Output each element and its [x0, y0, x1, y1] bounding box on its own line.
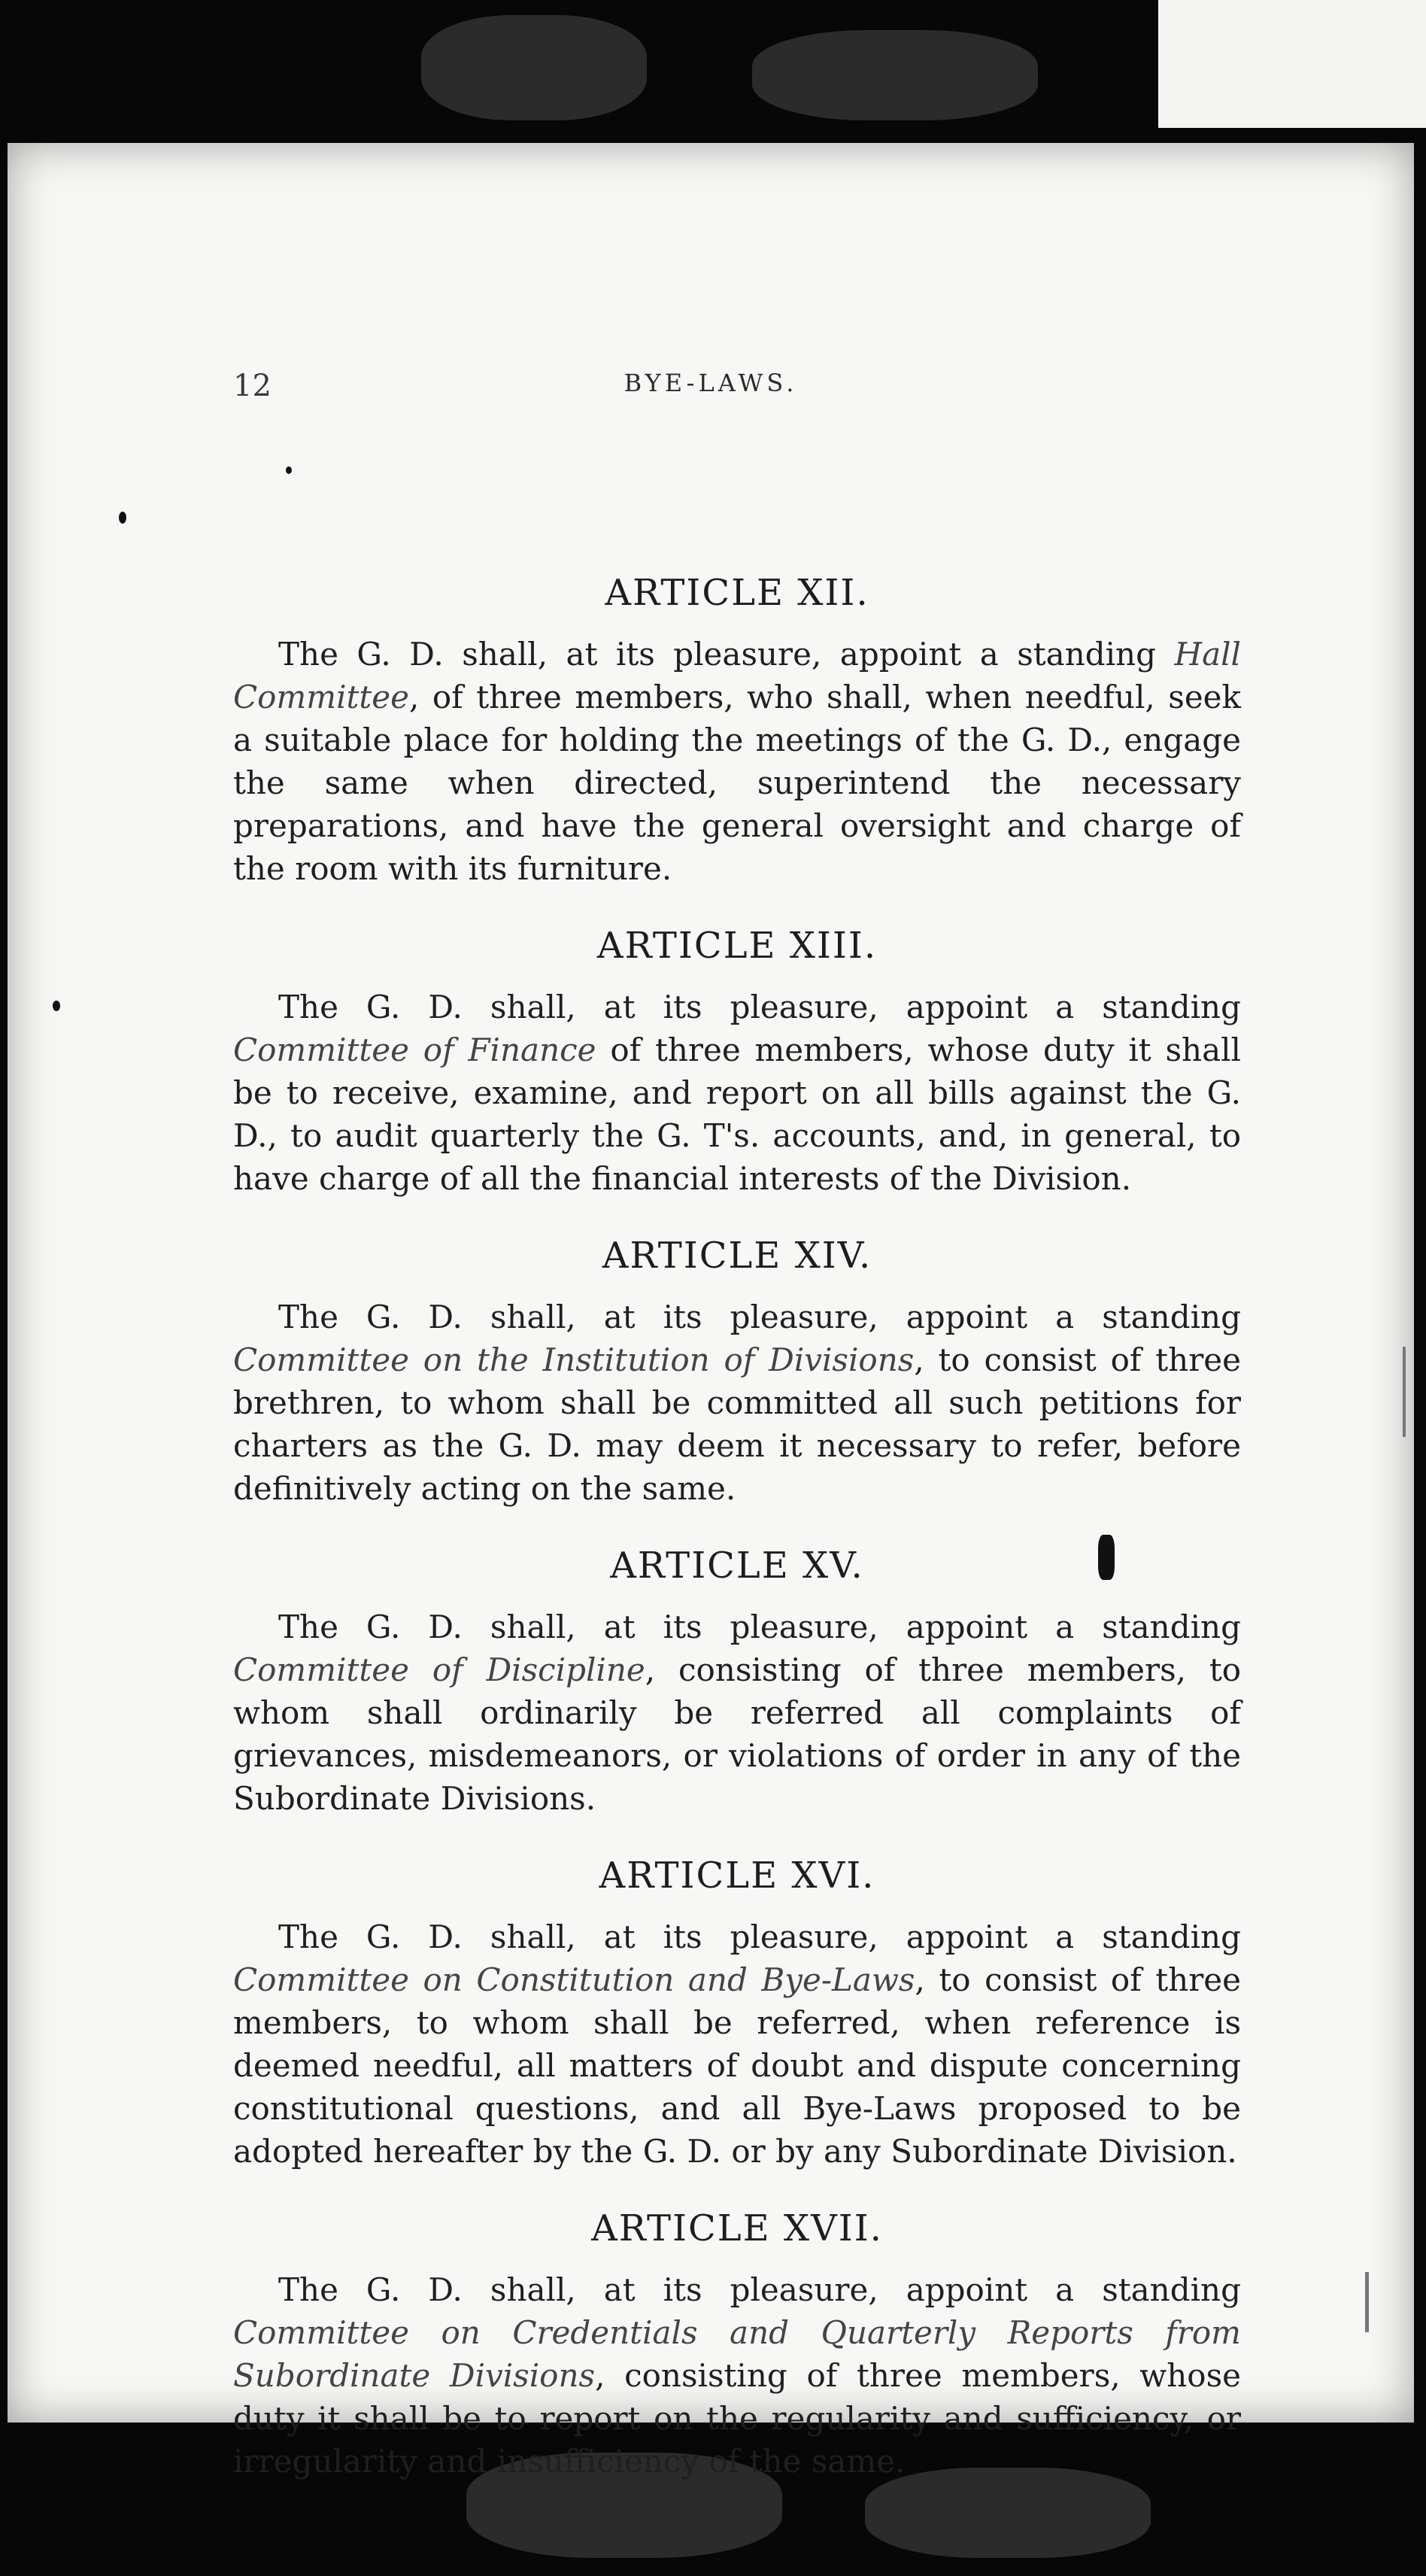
article-paragraph: The G. D. shall, at its pleasure, appoint a standing Hall Committee, of three members, who shall, when needful, seek a suitable place for holding the meetings of the G. D., engage the same when directed, superintend the necessary preparations, and have the general oversight and charge of the room with its furniture. — [233, 636, 1241, 887]
committee-name: Hall Committee — [233, 636, 1241, 715]
document-page — [8, 143, 1414, 2480]
article-paragraph: The G. D. shall, at its pleasure, appoint a standing Committee on the Institution of Divisions, to consist of three brethren, to whom shall be committed all such petitions for charters as the G. D. may deem it necessary to refer, before definitively acting on the same. — [233, 1299, 1241, 1507]
committee-name: Committee of Finance — [233, 1031, 596, 1068]
article-14 — [233, 1235, 1241, 1510]
scan-scratch — [1403, 1347, 1406, 1437]
article-12 — [233, 572, 1241, 890]
ink-speck — [286, 466, 292, 474]
article-heading: ARTICLE XV. — [610, 1545, 864, 1587]
ink-speck — [53, 1001, 60, 1011]
background-shadow — [752, 30, 1038, 120]
article-17 — [233, 2207, 1241, 2483]
page-number: 12 — [233, 369, 272, 403]
article-15 — [233, 1545, 1241, 1820]
committee-name: Committee on Constitution and Bye-Laws — [233, 1961, 915, 1998]
background-shadow — [421, 15, 647, 120]
article-paragraph: The G. D. shall, at its pleasure, appoint a standing Committee on Credentials and Quarterly Reports from Subordinate Divisions, consisting of three members, whose duty it shall be to report on the regularity and sufficiency, or irregularity and insufficiency of the same. — [233, 2271, 1241, 2480]
article-16 — [233, 1855, 1241, 2173]
running-head: BYE-LAWS. — [623, 369, 798, 397]
article-heading: ARTICLE XIV. — [602, 1235, 872, 1277]
committee-name: Committee of Discipline — [233, 1651, 645, 1688]
committee-name: Committee on Credentials and Quarterly Reports from Subordinate Divisions — [233, 2314, 1241, 2394]
ink-speck — [1098, 1535, 1115, 1580]
committee-name: Committee on the Institution of Divisions — [233, 1341, 915, 1378]
article-paragraph: The G. D. shall, at its pleasure, appoint a standing Committee on Constitution and Bye-Laws, to consist of three members, to whom shall be referred, when reference is deemed needful, all matters of doubt and dispute concerning constitutional questions, and all Bye-Laws proposed to be adopted hereafter by the G. D. or by any Subordinate Division. — [233, 1918, 1241, 2170]
adjacent-page-edge — [1158, 0, 1426, 128]
article-list — [233, 572, 1241, 2517]
article-13 — [233, 925, 1241, 1200]
article-heading: ARTICLE XVII. — [591, 2207, 883, 2249]
ink-speck — [119, 512, 126, 524]
article-heading: ARTICLE XVI. — [599, 1855, 875, 1897]
scan-scratch — [1365, 2272, 1369, 2332]
article-paragraph: The G. D. shall, at its pleasure, appoint a standing Committee of Discipline, consisting of three members, to whom shall ordinarily be referred all complaints of grievances, misdemeanors, or violations of order in any of the Subordinate Divisions. — [233, 1608, 1241, 1817]
article-heading: ARTICLE XII. — [605, 572, 869, 614]
article-heading: ARTICLE XIII. — [596, 925, 878, 967]
article-paragraph: The G. D. shall, at its pleasure, appoint a standing Committee of Finance of three members, whose duty it shall be to receive, examine, and report on all bills against the G. D., to audit quarterly the G. T's. accounts, and, in general, to have charge of all the financial interests of the Division. — [233, 989, 1241, 1197]
